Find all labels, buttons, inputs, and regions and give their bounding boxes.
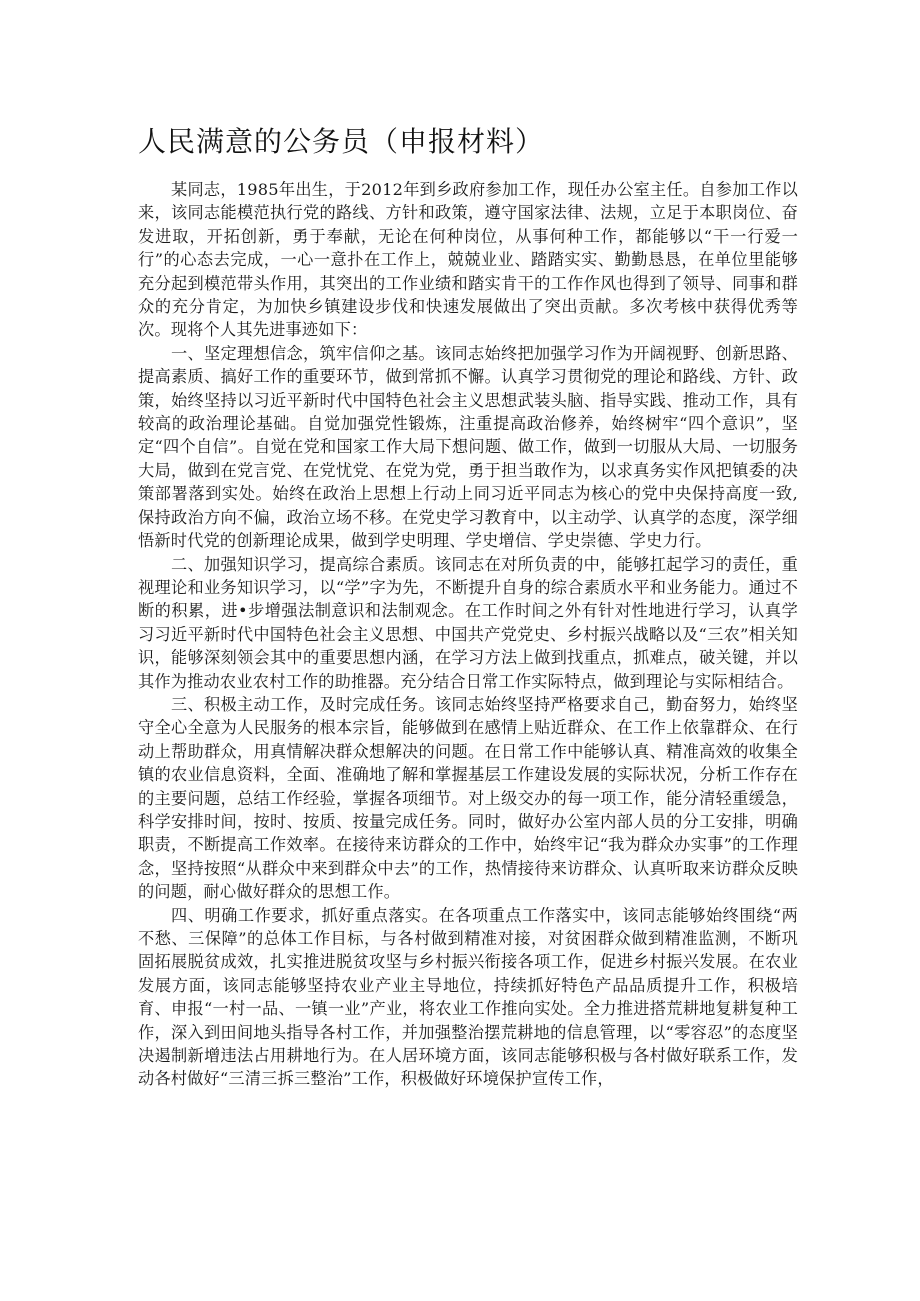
- paragraph-section-3: 三、积极主动工作，及时完成任务。该同志始终坚持严格要求自己，勤奋努力，始终坚守全心全意为人民服务的根本宗旨，能够做到在感情上贴近群众、在工作上依靠群众、在行动上帮助群众，用真情解决群众想解决的问题。在日常工作中能够认真、精准高效的收集全镇的农业信息资料，全面、准确地了解和掌握基层工作建设发展的实际状况，分析工作存在的主要问题，总结工作经验，掌握各项细节。对上级交办的每一项工作，能分清轻重缓急，科学安排时间，按时、按质、按量完成任务。同时，做好办公室内部人员的分工安排，明确职责，不断提高工作效率。在接待来访群众的工作中，始终牢记“我为群众办实事”的工作理念，坚持按照“从群众中来到群众中去”的工作，热情接待来访群众、认真听取来访群众反映的问题，耐心做好群众的思想工作。: [138, 694, 798, 902]
- document-title: 人民满意的公务员（申报材料）: [138, 125, 545, 158]
- document-body: [138, 178, 798, 1091]
- paragraph-intro: 某同志，1985年出生，于2012年到乡政府参加工作，现任办公室主任。自参加工作以来，该同志能模范执行党的路线、方针和政策，遵守国家法律、法规，立足于本职岗位、奋发进取，开拓创新，勇于奉献，无论在何种岗位，从事何种工作，都能够以“干一行爱一行”的心态去完成，一心一意扑在工作上，兢兢业业、踏踏实实、勤勤恳恳，在单位里能够充分起到模范带头作用，其突出的工作业绩和踏实肯干的工作作风也得到了领导、同事和群众的充分肯定，为加快乡镇建设步伐和快速发展做出了突出贡献。多次考核中获得优秀等次。现将个人其先进事迹如下：: [138, 180, 798, 340]
- paragraph-section-1: 一、坚定理想信念，筑牢信仰之基。该同志始终把加强学习作为开阔视野、创新思路、提高素质、搞好工作的重要环节，做到常抓不懈。认真学习贯彻党的理论和路线、方针、政策，始终坚持以习近平新时代中国特色社会主义思想武装头脑、指导实践、推动工作，具有较高的政治理论基础。自觉加强党性锻炼，注重提高政治修养，始终树牢“四个意识”，坚定“四个自信”。自觉在党和国家工作大局下想问题、做工作，做到一切服从大局、一切服务大局，做到在党言党、在党忧党、在党为党，勇于担当敢作为，以求真务实作风把镇委的决策部署落到实处。始终在政治上思想上行动上同习近平同志为核心的党中央保持高度一致,保持政治方向不偏，政治立场不移。在党史学习教育中，以主动学、认真学的态度，深学细悟新时代党的创新理论成果，做到学史明理、学史增信、学史崇德、学史力行。: [138, 343, 798, 551]
- paragraph-section-4: 四、明确工作要求，抓好重点落实。在各项重点工作落实中，该同志能够始终围绕“两不愁、三保障”的总体工作目标，与各村做到精准对接，对贫困群众做到精准监测，不断巩固拓展脱贫成效，扎实推进脱贫攻坚与乡村振兴衔接各项工作，促进乡村振兴发展。在农业发展方面，该同志能够坚持农业产业主导地位，持续抓好特色产品品质提升工作，积极培育、申报“一村一品、一镇一业”产业，将农业工作推向实处。全力推进搭荒耕地复耕复种工作，深入到田间地头指导各村工作，并加强整治摆荒耕地的信息管理，以“零容忍”的态度坚决遏制新增违法占用耕地行为。在人居环境方面，该同志能够积极与各村做好联系工作，发动各村做好“三清三拆三整治”工作，积极做好环境保护宣传工作，: [138, 905, 798, 1089]
- paragraph-section-2: 二、加强知识学习，提高综合素质。该同志在对所负责的中，能够扛起学习的责任，重视理论和业务知识学习，以“学”字为先，不断提升自身的综合素质水平和业务能力。通过不断的积累，进•步增强法制意识和法制观念。在工作时间之外有针对性地进行学习，认真学习习近平新时代中国特色社会主义思想、中国共产党党史、乡村振兴战略以及“三农”相关知识，能够深刻领会其中的重要思想内涵，在学习方法上做到找重点，抓难点，破关键，并以其作为推动农业农村工作的助推器。充分结合日常工作实际特点，做到理论与实际相结合。: [138, 554, 798, 691]
